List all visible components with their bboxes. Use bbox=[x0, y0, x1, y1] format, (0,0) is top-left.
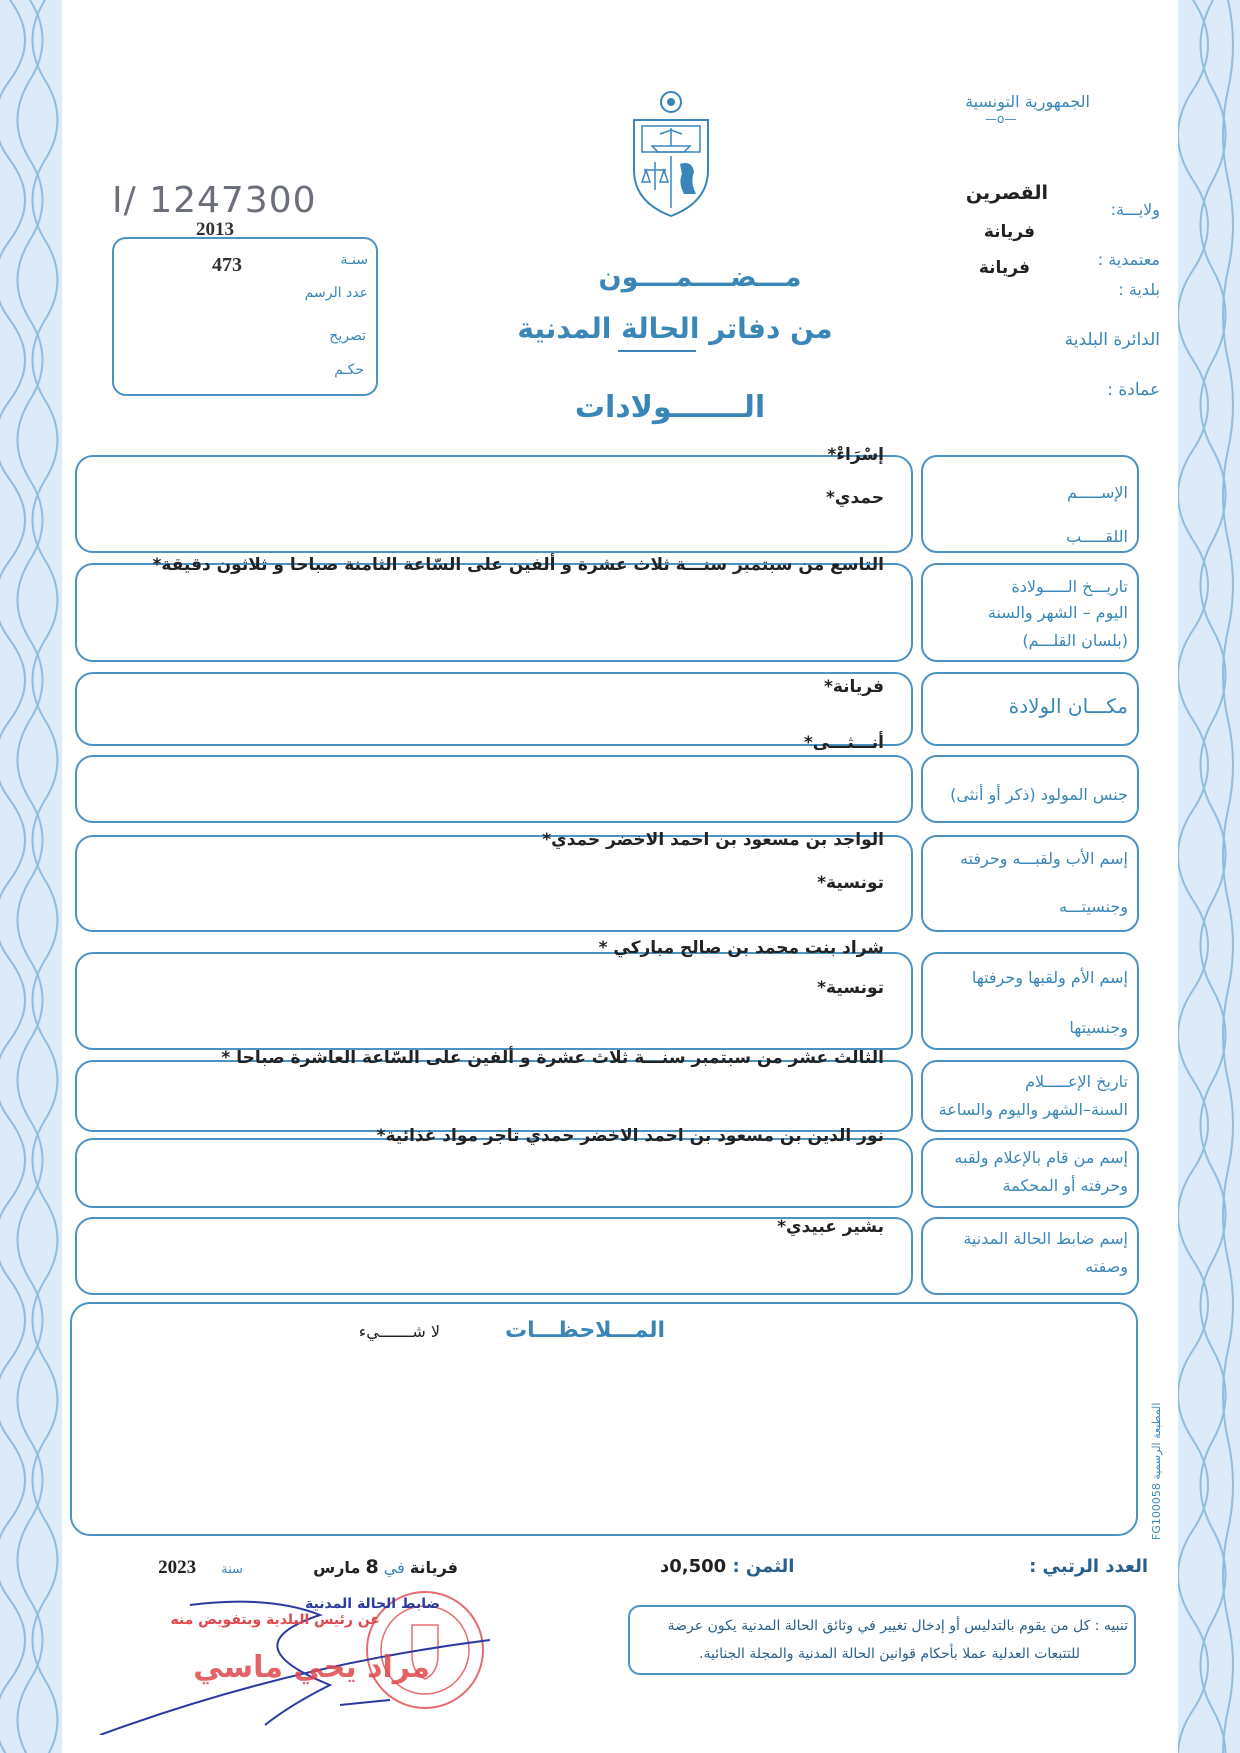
row-value: تونسية* bbox=[817, 873, 884, 893]
row-label: إسم الأب ولقبـــه وحرفته bbox=[959, 849, 1128, 868]
row-label: وصفته bbox=[1085, 1257, 1128, 1276]
row-label: جنس المولود (ذكر أو أنثى) bbox=[950, 785, 1128, 804]
year-label-footer: سنة bbox=[221, 1562, 243, 1577]
price-value: 0,500د bbox=[660, 1556, 727, 1577]
registry-year: 2013 bbox=[196, 219, 234, 240]
remarks-value: لا شـــــــيء bbox=[358, 1322, 440, 1341]
signatory-name-stamp: مراد يحي ماسي bbox=[193, 1650, 430, 1685]
issue-place: فريانة bbox=[409, 1558, 458, 1577]
warning-box bbox=[628, 1605, 1136, 1675]
row-value: تونسية* bbox=[817, 978, 884, 998]
row-label: وجنسيتها bbox=[1069, 1018, 1128, 1037]
tunisia-coat-of-arms-emblem bbox=[628, 90, 714, 218]
row-label: السنة–الشهر واليوم والساعة bbox=[938, 1100, 1128, 1119]
births-title: الـــــــولادات bbox=[574, 390, 766, 425]
row-label: اليوم – الشهر والسنة bbox=[987, 603, 1128, 622]
row-label: إسم ضابط الحالة المدنية bbox=[963, 1229, 1128, 1248]
row-value-box bbox=[75, 952, 913, 1050]
governorate-label: ولايـــة: bbox=[1110, 200, 1160, 219]
certificate-number: I/ 1247300 bbox=[112, 180, 317, 221]
warning-line-2: للتتبعات العدلية عملا بأحكام قوانين الحالة المدنية والمجلة الجنائية. bbox=[699, 1646, 1080, 1662]
municipality-value: فريانة bbox=[978, 258, 1030, 278]
row-value: الواجد بن مسعود بن احمد الاخضر حمدي* bbox=[542, 830, 884, 850]
row-value-box bbox=[75, 1138, 913, 1208]
row-value: نور الدين بن مسعود بن احمد الاخضر حمدي تاجر مواد غذائية* bbox=[376, 1126, 884, 1146]
issue-year: 2023 bbox=[158, 1557, 197, 1578]
row-label: مكـــان الولادة bbox=[1008, 694, 1128, 718]
row-value-box bbox=[75, 563, 913, 662]
row-label: تاريـــخ الـــــولادة bbox=[1011, 577, 1128, 596]
row-value: حمدي* bbox=[826, 488, 884, 508]
year-label: سنـة bbox=[340, 252, 368, 268]
left-security-border bbox=[0, 0, 62, 1753]
signatory-title: ضابط الحالة المدنية bbox=[305, 1596, 440, 1612]
delegation-label: معتمدية : bbox=[1097, 250, 1160, 269]
row-label: اللقـــــب bbox=[1066, 527, 1128, 546]
municipal-district-label: الدائرة البلدية bbox=[1064, 330, 1160, 350]
row-value-box bbox=[75, 755, 913, 823]
price-label: الثمن : bbox=[732, 1556, 795, 1577]
extract-title: مـــضــــمــــون bbox=[598, 262, 802, 293]
judgment-label: حكـم bbox=[334, 362, 364, 378]
municipality-label: بلدية : bbox=[1118, 280, 1160, 299]
imada-label: عمادة : bbox=[1107, 380, 1160, 400]
warning-line-1: تنبيه : كل من يقوم بالتدليس أو إدخال تغيير في وثائق الحالة المدنية يكون عرضة bbox=[667, 1618, 1128, 1634]
printer-mark: المطبعة الرسمية FG100058 bbox=[1150, 1402, 1163, 1540]
remarks-label: المـــلاحظـــات bbox=[504, 1318, 665, 1343]
record-number-label: عدد الرسم bbox=[304, 285, 368, 301]
issue-day: 8 bbox=[365, 1556, 379, 1578]
row-label: (بلسان القلـــم) bbox=[1022, 631, 1128, 650]
row-value: فريانة* bbox=[823, 677, 884, 697]
record-number-value: 473 bbox=[212, 254, 242, 276]
on-label: في bbox=[383, 1558, 405, 1577]
row-label: الإســـــم bbox=[1066, 483, 1128, 502]
row-value: التاسع من سبتمبر سنـــة ثلاث عشرة و ألفين على السّاعة الثامنة صباحا و ثلاثون دقيقة* bbox=[152, 555, 884, 575]
right-security-border bbox=[1178, 0, 1240, 1753]
row-label: إسم الأم ولقبها وحرفتها bbox=[971, 968, 1128, 987]
republic-title: الجمهورية التونسية bbox=[965, 92, 1090, 111]
row-value: إسْرَاءْ* bbox=[827, 445, 884, 465]
row-label: وجنسيتـــه bbox=[1058, 897, 1128, 916]
delegation-value: فريانة bbox=[983, 222, 1035, 242]
republic-ornament: —o— bbox=[985, 112, 1017, 126]
row-value: بشير عبيدي* bbox=[777, 1217, 884, 1237]
civil-registers-title: من دفاتر الحالة المدنية bbox=[517, 312, 833, 345]
row-value: أنـــثـــى* bbox=[803, 733, 884, 753]
governorate-value: القصرين bbox=[965, 182, 1048, 204]
row-value-box bbox=[75, 672, 913, 746]
issue-month: مارس bbox=[313, 1558, 361, 1577]
declaration-label: تصريح bbox=[329, 328, 366, 344]
row-label: وحرفته أو المحكمة bbox=[1002, 1176, 1128, 1195]
row-label: تاريخ الإعـــــلام bbox=[1025, 1072, 1128, 1091]
price bbox=[660, 1556, 794, 1577]
row-label-box bbox=[921, 1060, 1139, 1132]
title-underline bbox=[618, 350, 696, 352]
serial-number-label: العدد الرتبي : bbox=[1029, 1556, 1148, 1577]
issue-date-line bbox=[108, 1556, 458, 1579]
row-label: إسم من قام بالإعلام ولقبه bbox=[954, 1148, 1128, 1167]
row-value: الثالث عشر من سبتمبر سنـــة ثلاث عشرة و ألفين على السّاعة العاشرة صباحا * bbox=[221, 1048, 884, 1068]
row-value-box bbox=[75, 455, 913, 553]
row-value: شراد بنت محمد بن صالح مباركي * bbox=[598, 938, 884, 958]
delegation-note: عن رئيس البلدية وبتفويض منه bbox=[170, 1612, 380, 1628]
row-value-box bbox=[75, 1060, 913, 1132]
